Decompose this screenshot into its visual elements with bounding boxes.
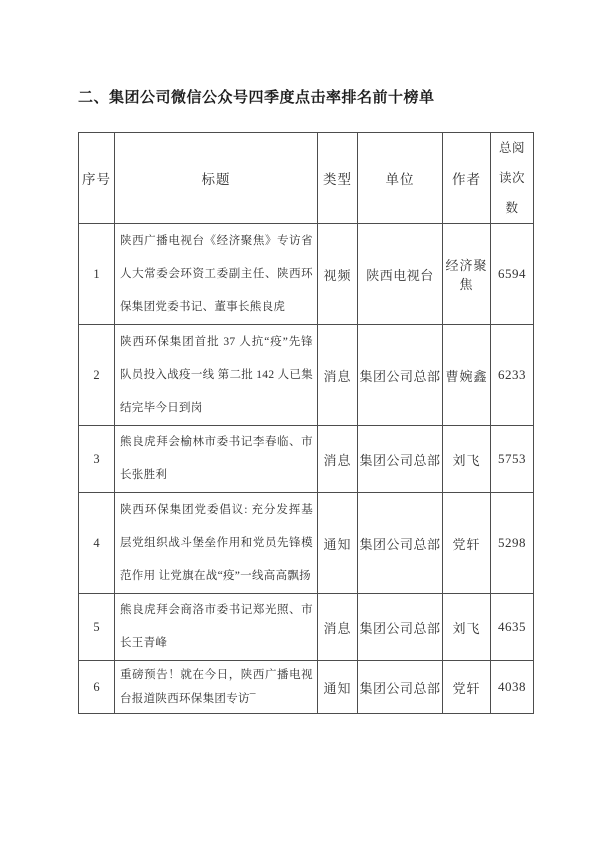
- cell-index: 3: [79, 426, 115, 493]
- cell-index: 5: [79, 594, 115, 661]
- cell-title: 陕西环保集团首批 37 人抗“疫”先锋队员投入战疫一线 第二批 142 人已集结完毕今日到岗: [115, 325, 318, 426]
- cell-type: 视频: [318, 224, 358, 325]
- col-header-type: 类型: [318, 133, 358, 224]
- cell-total-reads: 6233: [491, 325, 534, 426]
- table-row: [79, 594, 534, 661]
- table-row: [79, 224, 534, 325]
- table-row: [79, 325, 534, 426]
- cell-title: 重磅预告！就在今日，陕西广播电视台报道陕西环保集团专访¯: [115, 661, 318, 714]
- cell-author: 刘飞: [443, 594, 491, 661]
- cell-unit: 集团公司总部: [358, 594, 443, 661]
- cell-author: 曹婉鑫: [443, 325, 491, 426]
- cell-type: 通知: [318, 661, 358, 714]
- cell-title: 熊良虎拜会榆林市委书记李春临、市长张胜利: [115, 426, 318, 493]
- cell-author: 党轩: [443, 661, 491, 714]
- cell-total-reads: 4038: [491, 661, 534, 714]
- col-header-total-reads: 总阅读次数: [491, 133, 534, 224]
- cell-author: 刘飞: [443, 426, 491, 493]
- cell-index: 1: [79, 224, 115, 325]
- cell-type: 消息: [318, 325, 358, 426]
- cell-total-reads: 4635: [491, 594, 534, 661]
- cell-type: 通知: [318, 493, 358, 594]
- cell-unit: 集团公司总部: [358, 493, 443, 594]
- col-header-title: 标题: [115, 133, 318, 224]
- cell-author: 党轩: [443, 493, 491, 594]
- col-header-unit: 单位: [358, 133, 443, 224]
- cell-total-reads: 5298: [491, 493, 534, 594]
- ranking-table: [78, 132, 534, 714]
- cell-index: 6: [79, 661, 115, 714]
- cell-unit: 集团公司总部: [358, 426, 443, 493]
- table-row: [79, 661, 534, 714]
- document-page: [78, 88, 534, 714]
- col-header-index: 序号: [79, 133, 115, 224]
- col-header-author: 作者: [443, 133, 491, 224]
- cell-title: 陕西广播电视台《经济聚焦》专访省人大常委会环资工委副主任、陕西环保集团党委书记、董事长熊良虎: [115, 224, 318, 325]
- cell-total-reads: 6594: [491, 224, 534, 325]
- cell-unit: 集团公司总部: [358, 661, 443, 714]
- cell-type: 消息: [318, 426, 358, 493]
- cell-title: 陕西环保集团党委倡议: 充分发挥基层党组织战斗堡垒作用和党员先锋模范作用 让党旗在战“疫”一线高高飘扬: [115, 493, 318, 594]
- cell-index: 2: [79, 325, 115, 426]
- cell-author: 经济聚焦: [443, 224, 491, 325]
- cell-unit: 集团公司总部: [358, 325, 443, 426]
- table-header-row: [79, 133, 534, 224]
- cell-type: 消息: [318, 594, 358, 661]
- cell-total-reads: 5753: [491, 426, 534, 493]
- table-row: [79, 493, 534, 594]
- cell-title: 熊良虎拜会商洛市委书记郑光照、市长王青峰: [115, 594, 318, 661]
- section-heading: 二、集团公司微信公众号四季度点击率排名前十榜单: [78, 89, 435, 106]
- cell-unit: 陕西电视台: [358, 224, 443, 325]
- cell-index: 4: [79, 493, 115, 594]
- table-row: [79, 426, 534, 493]
